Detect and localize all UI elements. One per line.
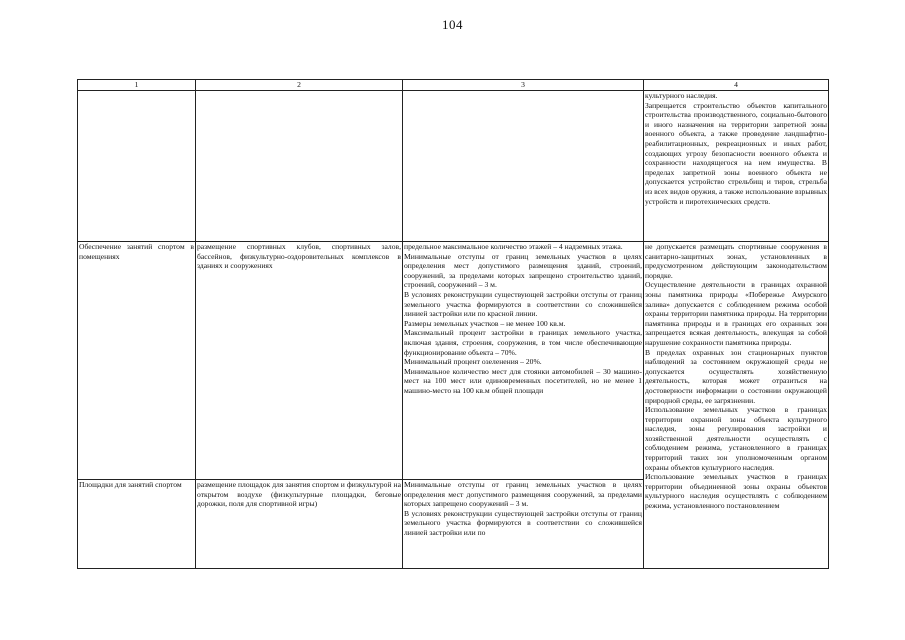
cell-content	[197, 480, 401, 509]
table-cell	[78, 91, 196, 242]
table-cell	[196, 91, 403, 242]
paragraph: предельное максимальное количество этажей – 4 надземных этажа.	[404, 242, 623, 251]
column-header: 1	[78, 80, 196, 91]
table-cell	[78, 480, 196, 569]
column-header: 4	[644, 80, 829, 91]
paragraph: Использование земельных участков в границах территории охранной зоны объекта культурного наследия, зоны регулирования застройки и хозяйственной деятельности осуществлять с соблюдением режима, установленного в границах территорий таких зон уполномоченным органом охраны объектов культурного наследия.	[645, 405, 827, 472]
paragraph: В пределах охранных зон стационарных пунктов наблюдений за состоянием окружающей среды не допускается осуществлять хозяйственную деятельность, которая может отразиться на достоверности информации о состоянии окружающей природной среды, ее загрязнении.	[645, 347, 827, 405]
table-cell	[403, 91, 644, 242]
paragraph: Минимальный процент озеленения – 20%.	[404, 357, 542, 367]
paragraph: Минимальные отступы от границ земельных участков в целях определения мест допустимого размещения сооружений, за пределами которых запрещено сооружений – 3 м.	[404, 480, 642, 509]
table-cell	[644, 242, 829, 569]
cell-content	[645, 242, 827, 511]
table-cell	[403, 480, 644, 569]
paragraph: Размеры земельных участков – не менее 100 кв.м.	[404, 318, 566, 328]
paragraph: Максимальный процент застройки в границах земельного участка, включая здания, строения, сооружения, в том числе обеспечивающие функционирование объекта – 70%.	[404, 328, 642, 357]
cell-content	[197, 242, 401, 271]
table-cell	[196, 480, 403, 569]
column-header: 3	[403, 80, 644, 91]
table-header-row	[78, 80, 829, 91]
paragraph: не допускается размещать спортивные сооружения в санитарно-защитных зонах, установленных в предусмотренном действующим законодательством порядке.	[645, 242, 827, 280]
table-cell	[403, 242, 644, 480]
cell-content	[404, 242, 642, 396]
paragraph: культурного наследия.	[645, 91, 718, 100]
cell-content	[645, 91, 827, 206]
zoning-regulations-table	[77, 79, 829, 569]
table-cell	[644, 91, 829, 242]
use-type-name: Обеспечение занятий спортом в помещениях	[79, 242, 194, 261]
table-cell	[196, 242, 403, 480]
cell-content	[79, 480, 194, 490]
paragraph: Запрещается строительство объектов капитального строительства производственного, социально-бытового и иного назначения на территории запретной зоны военного объекта, а также проведение ландшафтно-реабилитационных, рекреационных и иных работ, создающих угрозу безопасности военного объекта и сохранности находящегося на нем имущества. В пределах запретной зоны военного объекта не допускается устройство стрельбищ и тиров, стрельба из всех видов оружия, а также использование взрывных устройств и пиротехнических средств.	[645, 100, 827, 206]
paragraph: Осуществление деятельности в границах охранной зоны памятника природы «Побережье Амурского залива» допускается с соблюдением режима особой охраны территории памятника природы. На территории памятника природы и в границах его охранных зон запрещается всякая деятельность, влекущая за собой нарушение сохранности памятника природы.	[645, 280, 827, 347]
use-type-description: размещение площадок для занятия спортом и физкультурой на открытом воздухе (физкультурные площадки, беговые дорожки, поля для спортивной игры)	[197, 480, 401, 509]
cell-content	[404, 480, 642, 538]
paragraph: В условиях реконструкции существующей застройки отступы от границ земельного участка формируются в соответствии со сложившейся линией застройки или по красной линии.	[404, 289, 642, 319]
paragraph: Минимальные отступы от границ земельных участков в целях определения мест допустимого размещения зданий, строений, сооружений, за пределами которых запрещено строительство зданий, строений, сооружений – 3 м.	[404, 251, 642, 290]
column-header: 2	[196, 80, 403, 91]
cell-content	[79, 242, 194, 261]
paragraph: Использование земельных участков в границах территории объединенной зоны охраны объектов культурного наследия осуществлять с соблюдением режима, установленного постановлением	[645, 472, 827, 511]
table-row	[78, 242, 829, 480]
table-row	[78, 91, 829, 242]
use-type-description: размещение спортивных клубов, спортивных залов, бассейнов, физкультурно-оздоровительных комплексов в зданиях и сооружениях	[197, 242, 401, 271]
paragraph: Минимальное количество мест для стоянки автомобилей – 30 машино-мест на 100 мест или единовременных посетителей, но не менее 1 машино-место на 100 кв.м общей площади	[404, 366, 642, 395]
paragraph: В условиях реконструкции существующей застройки отступы от границ земельного участка формируются в соответствии со сложившейся линией застройки или по	[404, 508, 642, 537]
table-cell	[78, 242, 196, 480]
use-type-name: Площадки для занятий спортом	[79, 480, 182, 489]
page-number: 104	[442, 17, 463, 32]
